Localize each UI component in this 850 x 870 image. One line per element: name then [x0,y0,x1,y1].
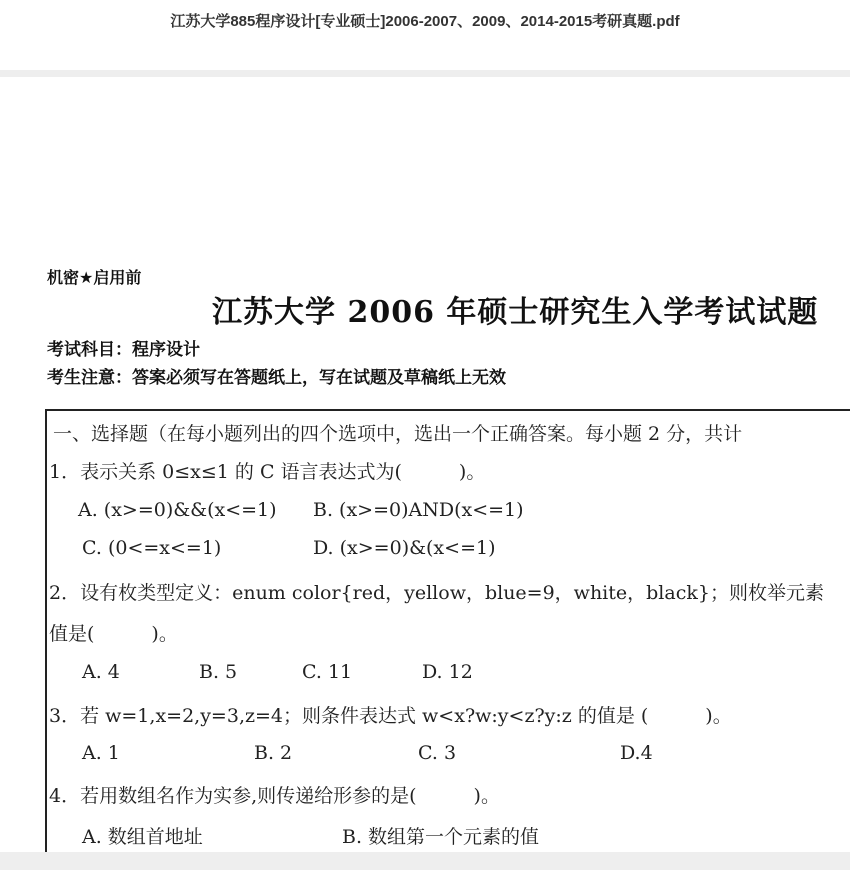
exam-title: 江苏大学 2006 年硕士研究生入学考试试题 [212,295,819,330]
question-3: 3．若 w=1,x=2,y=3,z=4；则条件表达式 w<x?w:y<z?y:z 的值是 ( )。 [49,705,732,727]
confidential-label: 机密★启用前 [47,268,142,287]
question-1-option-c: C. (0<=x<=1) [82,537,222,559]
question-3-option-a: A. 1 [82,742,120,764]
exam-subject: 考试科目：程序设计 [47,340,200,360]
question-2-option-a: A. 4 [82,661,120,683]
question-1: 1．表示关系 0≤x≤1 的 C 语言表达式为( )。 [49,461,486,483]
question-1-option-d: D. (x>=0)&(x<=1) [313,537,496,559]
question-4: 4．若用数组名作为实参,则传递给形参的是( )。 [49,785,500,807]
question-1-option-b: B. (x>=0)AND(x<=1) [313,499,524,521]
exam-notice: 考生注意：答案必须写在答题纸上，写在试题及草稿纸上无效 [47,368,506,388]
question-4-option-a: A. 数组首地址 [82,826,203,848]
question-3-option-b: B. 2 [254,742,293,764]
toolbar-separator [0,70,850,77]
question-2-continued: 值是( )。 [49,623,178,645]
question-2-option-c: C. 11 [302,661,353,683]
question-4-option-b: B. 数组第一个元素的值 [342,826,540,848]
question-2: 2．设有枚类型定义：enum color{red，yellow，blue=9，white，black}；则枚举元素 [49,582,824,604]
section-heading: 一、选择题（在每小题列出的四个选项中，选出一个正确答案。每小题 2 分，共计 [53,423,743,445]
title-bar [0,0,850,70]
question-2-option-b: B. 5 [199,661,238,683]
document-title: 江苏大学885程序设计[专业硕士]2006-2007、2009、2014-2015考研真题.pdf [170,13,680,30]
question-3-option-d: D.4 [620,742,653,764]
pdf-page[interactable] [0,77,850,852]
page-gap [0,852,850,870]
question-1-option-a: A. (x>=0)&&(x<=1) [78,499,277,521]
question-3-option-c: C. 3 [418,742,457,764]
question-2-option-d: D. 12 [422,661,473,683]
question-box [45,409,850,852]
